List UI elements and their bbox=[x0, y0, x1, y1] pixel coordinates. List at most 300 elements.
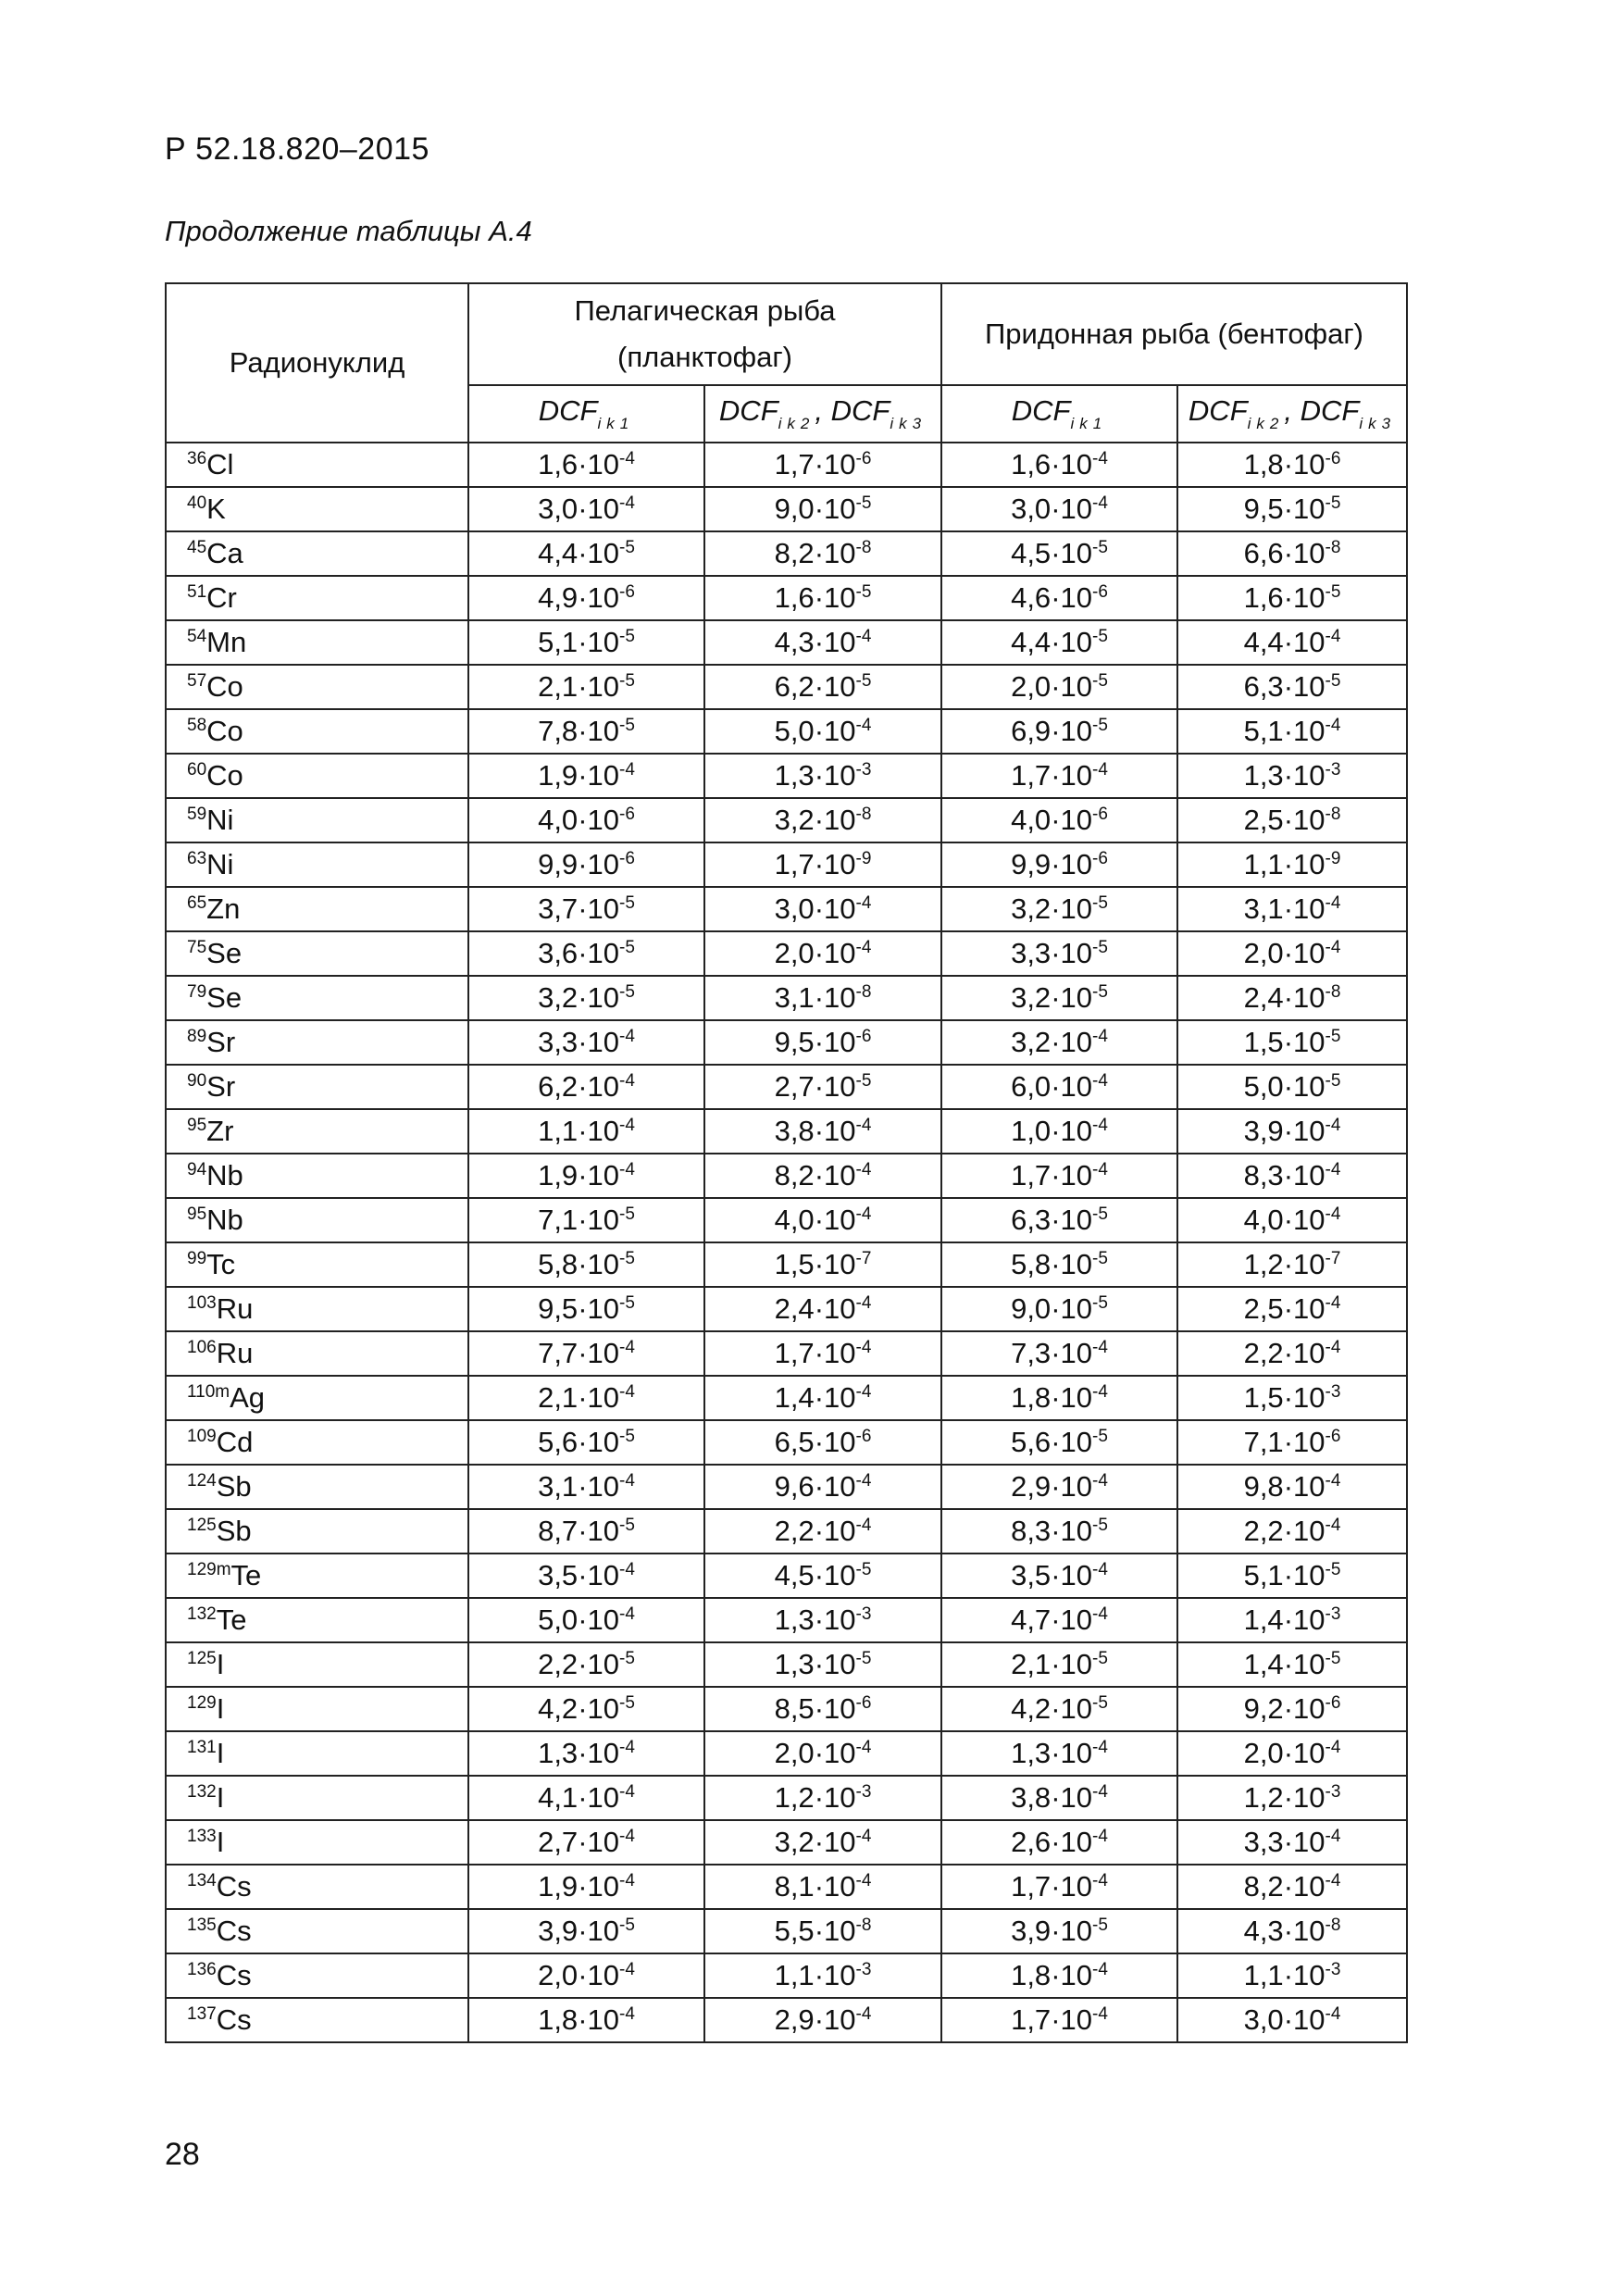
mantissa: 3,3 bbox=[538, 1026, 579, 1058]
exponent: -4 bbox=[1325, 1204, 1341, 1224]
mantissa: 1,2 bbox=[774, 1781, 815, 1814]
mantissa: 4,7 bbox=[1011, 1603, 1052, 1636]
mass-number: 134 bbox=[187, 1871, 217, 1890]
exponent: -6 bbox=[1325, 449, 1341, 468]
table-row bbox=[166, 1198, 1407, 1242]
value-cell: $3,1\cdot 10^{-4}$ bbox=[468, 1465, 704, 1509]
mantissa: 5,8 bbox=[1011, 1248, 1052, 1280]
mantissa: 8,7 bbox=[538, 1515, 579, 1547]
mantissa: 8,2 bbox=[1243, 1870, 1284, 1903]
exponent: -6 bbox=[619, 805, 635, 824]
element-symbol: Cs bbox=[216, 2003, 252, 2036]
value-cell: $4,2\cdot 10^{-5}$ bbox=[941, 1687, 1177, 1731]
exponent: -5 bbox=[619, 1204, 635, 1224]
value-cell: $1,1\cdot 10^{-3}$ bbox=[704, 1953, 941, 1998]
value-cell: $3,0\cdot 10^{-4}$ bbox=[1177, 1998, 1407, 2042]
exponent: -4 bbox=[1092, 1782, 1108, 1802]
value-cell: $4,0\cdot 10^{-6}$ bbox=[941, 798, 1177, 842]
mantissa: 3,2 bbox=[1011, 892, 1052, 925]
value-cell: $9,6\cdot 10^{-4}$ bbox=[704, 1465, 941, 1509]
mantissa: 1,7 bbox=[774, 448, 815, 480]
exponent: -4 bbox=[855, 2004, 872, 2024]
mantissa: 6,3 bbox=[1243, 670, 1284, 703]
exponent: -8 bbox=[1325, 538, 1341, 557]
exponent: -4 bbox=[1325, 1116, 1341, 1135]
mantissa: 1,9 bbox=[538, 1870, 579, 1903]
value-cell: $2,2\cdot 10^{-4}$ bbox=[1177, 1509, 1407, 1554]
exponent: -5 bbox=[619, 1427, 635, 1446]
table-row bbox=[166, 709, 1407, 754]
nuclide-cell bbox=[166, 754, 468, 798]
mantissa: 1,9 bbox=[538, 1159, 579, 1192]
value-cell: $3,2\cdot 10^{-5}$ bbox=[468, 976, 704, 1020]
nuclide-cell bbox=[166, 1198, 468, 1242]
exponent: -5 bbox=[619, 1249, 635, 1268]
value-cell: $2,2\cdot 10^{-4}$ bbox=[1177, 1331, 1407, 1376]
exponent: -6 bbox=[1325, 1693, 1341, 1713]
table-row bbox=[166, 531, 1407, 576]
value-cell: $9,5\cdot 10^{-5}$ bbox=[1177, 487, 1407, 531]
nuclide-cell bbox=[166, 1509, 468, 1554]
value-cell: $1,3\cdot 10^{-3}$ bbox=[704, 1598, 941, 1642]
mass-number: 79 bbox=[187, 982, 207, 1002]
mass-number: 45 bbox=[187, 538, 207, 557]
mass-number: 106 bbox=[187, 1338, 217, 1357]
exponent: -4 bbox=[1092, 493, 1108, 513]
value-cell: $4,1\cdot 10^{-4}$ bbox=[468, 1776, 704, 1820]
exponent: -4 bbox=[619, 1116, 635, 1135]
mantissa: 2,4 bbox=[1243, 981, 1284, 1014]
exponent: -4 bbox=[855, 938, 872, 957]
mantissa: 8,3 bbox=[1011, 1515, 1052, 1547]
value-cell: $1,7\cdot 10^{-4}$ bbox=[941, 1865, 1177, 1909]
exponent: -5 bbox=[1092, 627, 1108, 646]
value-cell: $2,4\cdot 10^{-4}$ bbox=[704, 1287, 941, 1331]
element-symbol: Cl bbox=[206, 448, 234, 480]
value-cell: $6,5\cdot 10^{-6}$ bbox=[704, 1420, 941, 1465]
element-symbol: Co bbox=[206, 759, 243, 792]
mantissa: 1,3 bbox=[774, 759, 815, 792]
document-code: Р 52.18.820–2015 bbox=[165, 131, 429, 167]
value-cell: $3,1\cdot 10^{-8}$ bbox=[704, 976, 941, 1020]
exponent: -8 bbox=[855, 982, 872, 1002]
value-cell: $4,5\cdot 10^{-5}$ bbox=[704, 1554, 941, 1598]
exponent: -5 bbox=[619, 1915, 635, 1935]
mantissa: 4,0 bbox=[1011, 804, 1052, 836]
exponent: -4 bbox=[1325, 938, 1341, 957]
element-symbol: I bbox=[216, 1648, 225, 1680]
nuclide-cell bbox=[166, 976, 468, 1020]
exponent: -6 bbox=[855, 449, 872, 468]
mass-number: 63 bbox=[187, 849, 207, 868]
table-row bbox=[166, 665, 1407, 709]
mass-number: 129 bbox=[187, 1693, 217, 1713]
value-cell: $1,7\cdot 10^{-4}$ bbox=[941, 754, 1177, 798]
value-cell: $9,5\cdot 10^{-5}$ bbox=[468, 1287, 704, 1331]
mantissa: 1,1 bbox=[1243, 848, 1284, 880]
dcf-index: ik2 bbox=[1247, 415, 1285, 432]
mantissa: 7,8 bbox=[538, 715, 579, 747]
mantissa: 3,9 bbox=[1243, 1115, 1284, 1147]
mantissa: 1,7 bbox=[1011, 1159, 1052, 1192]
exponent: -4 bbox=[1092, 760, 1108, 780]
exponent: -5 bbox=[1092, 1915, 1108, 1935]
nuclide-cell bbox=[166, 620, 468, 665]
exponent: -4 bbox=[619, 449, 635, 468]
value-cell: $2,0\cdot 10^{-4}$ bbox=[468, 1953, 704, 1998]
exponent: -4 bbox=[1092, 1071, 1108, 1091]
exponent: -5 bbox=[619, 982, 635, 1002]
element-symbol: Te bbox=[216, 1603, 247, 1636]
mantissa: 8,2 bbox=[774, 537, 815, 569]
exponent: -6 bbox=[1092, 805, 1108, 824]
mantissa: 2,4 bbox=[774, 1292, 815, 1325]
exponent: -3 bbox=[855, 760, 872, 780]
value-cell: $5,0\cdot 10^{-4}$ bbox=[468, 1598, 704, 1642]
exponent: -5 bbox=[619, 538, 635, 557]
exponent: -5 bbox=[1092, 938, 1108, 957]
table-row bbox=[166, 1909, 1407, 1953]
exponent: -4 bbox=[855, 893, 872, 913]
value-cell: $1,9\cdot 10^{-4}$ bbox=[468, 1865, 704, 1909]
sub-header-dcf: $DCF_{ik2}$, $DCF_{ik3}$ bbox=[1177, 385, 1407, 443]
exponent: -5 bbox=[1325, 1071, 1341, 1091]
exponent: -4 bbox=[855, 627, 872, 646]
exponent: -4 bbox=[1092, 1604, 1108, 1624]
mantissa: 2,9 bbox=[774, 2003, 815, 2036]
exponent: -4 bbox=[1092, 1827, 1108, 1846]
mantissa: 2,1 bbox=[538, 1381, 579, 1414]
mantissa: 1,2 bbox=[1243, 1248, 1284, 1280]
mantissa: 3,0 bbox=[774, 892, 815, 925]
mantissa: 1,6 bbox=[774, 581, 815, 614]
value-cell: $1,4\cdot 10^{-5}$ bbox=[1177, 1642, 1407, 1687]
mantissa: 5,8 bbox=[538, 1248, 579, 1280]
mantissa: 5,0 bbox=[538, 1603, 579, 1636]
exponent: -4 bbox=[619, 1604, 635, 1624]
mantissa: 6,3 bbox=[1011, 1204, 1052, 1236]
mantissa: 1,7 bbox=[1011, 2003, 1052, 2036]
value-cell: $2,7\cdot 10^{-4}$ bbox=[468, 1820, 704, 1865]
table-row bbox=[166, 1998, 1407, 2042]
exponent: -7 bbox=[1325, 1249, 1341, 1268]
table-row bbox=[166, 1865, 1407, 1909]
value-cell: $5,0\cdot 10^{-4}$ bbox=[704, 709, 941, 754]
element-symbol: Tc bbox=[206, 1248, 236, 1280]
element-symbol: Co bbox=[206, 715, 243, 747]
value-cell: $4,0\cdot 10^{-6}$ bbox=[468, 798, 704, 842]
exponent: -6 bbox=[1325, 1427, 1341, 1446]
mantissa: 3,9 bbox=[538, 1915, 579, 1947]
exponent: -5 bbox=[855, 671, 872, 691]
sub-header-dcf bbox=[468, 385, 704, 443]
nuclide-cell bbox=[166, 931, 468, 976]
exponent: -4 bbox=[619, 1071, 635, 1091]
mass-number: 131 bbox=[187, 1738, 217, 1757]
value-cell: $8,7\cdot 10^{-5}$ bbox=[468, 1509, 704, 1554]
mass-number: 103 bbox=[187, 1293, 217, 1313]
exponent: -3 bbox=[1325, 1960, 1341, 1979]
value-cell: $2,6\cdot 10^{-4}$ bbox=[941, 1820, 1177, 1865]
mass-number: 99 bbox=[187, 1249, 207, 1268]
value-cell: $6,3\cdot 10^{-5}$ bbox=[941, 1198, 1177, 1242]
value-cell: $1,8\cdot 10^{-6}$ bbox=[1177, 443, 1407, 487]
mantissa: 1,1 bbox=[1243, 1959, 1284, 1991]
exponent: -4 bbox=[855, 1471, 872, 1491]
value-cell: $8,5\cdot 10^{-6}$ bbox=[704, 1687, 941, 1731]
element-symbol: Nb bbox=[206, 1159, 243, 1192]
value-cell: $1,9\cdot 10^{-4}$ bbox=[468, 1154, 704, 1198]
exponent: -5 bbox=[619, 893, 635, 913]
exponent: -4 bbox=[1092, 1382, 1108, 1402]
exponent: -4 bbox=[1325, 2004, 1341, 2024]
exponent: -5 bbox=[1325, 493, 1341, 513]
dcf-index: ik1 bbox=[1070, 415, 1108, 432]
exponent: -5 bbox=[619, 1293, 635, 1313]
element-symbol: Ag bbox=[230, 1381, 266, 1414]
mantissa: 7,1 bbox=[538, 1204, 579, 1236]
mantissa: 5,1 bbox=[1243, 1559, 1284, 1591]
mantissa: 1,9 bbox=[538, 759, 579, 792]
sub-header-dcf: $DCF_{ik2}$, $DCF_{ik3}$ bbox=[704, 385, 941, 443]
element-symbol: Zr bbox=[206, 1115, 234, 1147]
value-cell: $1,1\cdot 10^{-4}$ bbox=[468, 1109, 704, 1154]
exponent: -5 bbox=[855, 582, 872, 602]
value-cell: $3,5\cdot 10^{-4}$ bbox=[468, 1554, 704, 1598]
value-cell: $8,2\cdot 10^{-8}$ bbox=[704, 531, 941, 576]
mantissa: 9,0 bbox=[774, 493, 815, 525]
value-cell: $7,1\cdot 10^{-5}$ bbox=[468, 1198, 704, 1242]
exponent: -3 bbox=[1325, 1604, 1341, 1624]
dcf-index: ik3 bbox=[1359, 415, 1397, 432]
value-cell: $2,1\cdot 10^{-4}$ bbox=[468, 1376, 704, 1420]
mantissa: 1,3 bbox=[1011, 1737, 1052, 1769]
mass-number: 125 bbox=[187, 1649, 217, 1668]
value-cell: $8,3\cdot 10^{-4}$ bbox=[1177, 1154, 1407, 1198]
mantissa: 4,5 bbox=[1011, 537, 1052, 569]
mantissa: 3,9 bbox=[1011, 1915, 1052, 1947]
mantissa: 9,8 bbox=[1243, 1470, 1284, 1503]
value-cell: $1,3\cdot 10^{-4}$ bbox=[941, 1731, 1177, 1776]
mantissa: 1,1 bbox=[538, 1115, 579, 1147]
mantissa: 3,2 bbox=[538, 981, 579, 1014]
exponent: -4 bbox=[619, 760, 635, 780]
table-row bbox=[166, 1020, 1407, 1065]
value-cell: $1,7\cdot 10^{-6}$ bbox=[704, 443, 941, 487]
exponent: -8 bbox=[855, 538, 872, 557]
element-symbol: Se bbox=[206, 981, 243, 1014]
value-cell: $6,0\cdot 10^{-4}$ bbox=[941, 1065, 1177, 1109]
value-cell: $5,1\cdot 10^{-5}$ bbox=[1177, 1554, 1407, 1598]
mantissa: 5,1 bbox=[1243, 715, 1284, 747]
nuclide-cell bbox=[166, 576, 468, 620]
mantissa: 2,9 bbox=[1011, 1470, 1052, 1503]
table-row bbox=[166, 1642, 1407, 1687]
element-symbol: Ru bbox=[216, 1337, 254, 1369]
nuclide-cell bbox=[166, 1020, 468, 1065]
element-symbol: I bbox=[216, 1781, 225, 1814]
value-cell: $1,2\cdot 10^{-3}$ bbox=[704, 1776, 941, 1820]
exponent: -5 bbox=[1092, 671, 1108, 691]
value-cell: $1,6\cdot 10^{-5}$ bbox=[1177, 576, 1407, 620]
value-cell: $3,5\cdot 10^{-4}$ bbox=[941, 1554, 1177, 1598]
exponent: -5 bbox=[855, 493, 872, 513]
value-cell: $5,1\cdot 10^{-5}$ bbox=[468, 620, 704, 665]
exponent: -4 bbox=[1325, 1871, 1341, 1890]
exponent: -3 bbox=[1325, 1782, 1341, 1802]
mantissa: 4,9 bbox=[538, 581, 579, 614]
mantissa: 1,0 bbox=[1011, 1115, 1052, 1147]
exponent: -4 bbox=[1325, 893, 1341, 913]
value-cell: $4,3\cdot 10^{-4}$ bbox=[704, 620, 941, 665]
table-row bbox=[166, 1687, 1407, 1731]
value-cell: $3,8\cdot 10^{-4}$ bbox=[704, 1109, 941, 1154]
value-cell: $9,0\cdot 10^{-5}$ bbox=[941, 1287, 1177, 1331]
value-cell: $7,1\cdot 10^{-6}$ bbox=[1177, 1420, 1407, 1465]
exponent: -4 bbox=[1092, 1471, 1108, 1491]
exponent: -8 bbox=[1325, 1915, 1341, 1935]
mantissa: 5,5 bbox=[774, 1915, 815, 1947]
exponent: -3 bbox=[1325, 1382, 1341, 1402]
nuclide-cell bbox=[166, 1731, 468, 1776]
element-symbol: Ru bbox=[216, 1292, 254, 1325]
mass-number: 51 bbox=[187, 582, 207, 602]
value-cell: $6,6\cdot 10^{-8}$ bbox=[1177, 531, 1407, 576]
mantissa: 3,1 bbox=[774, 981, 815, 1014]
value-cell: $1,7\cdot 10^{-4}$ bbox=[941, 1998, 1177, 2042]
dcf-symbol: DCF bbox=[1188, 394, 1248, 427]
exponent: -4 bbox=[1092, 449, 1108, 468]
mantissa: 2,2 bbox=[1243, 1337, 1284, 1369]
value-cell: $2,4\cdot 10^{-8}$ bbox=[1177, 976, 1407, 1020]
mantissa: 6,9 bbox=[1011, 715, 1052, 747]
value-cell: $3,3\cdot 10^{-5}$ bbox=[941, 931, 1177, 976]
exponent: -5 bbox=[619, 671, 635, 691]
mantissa: 8,3 bbox=[1243, 1159, 1284, 1192]
mantissa: 8,5 bbox=[774, 1692, 815, 1725]
table-row bbox=[166, 1731, 1407, 1776]
mass-number: 89 bbox=[187, 1027, 207, 1046]
exponent: -6 bbox=[1092, 582, 1108, 602]
nuclide-cell bbox=[166, 1109, 468, 1154]
nuclide-cell bbox=[166, 798, 468, 842]
value-cell: $4,4\cdot 10^{-5}$ bbox=[468, 531, 704, 576]
mass-number: 109 bbox=[187, 1427, 217, 1446]
mantissa: 1,3 bbox=[538, 1737, 579, 1769]
mantissa: 1,6 bbox=[538, 448, 579, 480]
value-cell: $4,9\cdot 10^{-6}$ bbox=[468, 576, 704, 620]
mantissa: 7,1 bbox=[1243, 1426, 1284, 1458]
mass-number: 136 bbox=[187, 1960, 217, 1979]
exponent: -4 bbox=[1325, 1827, 1341, 1846]
mass-number: 137 bbox=[187, 2004, 217, 2024]
nuclide-cell bbox=[166, 1376, 468, 1420]
exponent: -4 bbox=[1092, 1960, 1108, 1979]
value-cell: $9,2\cdot 10^{-6}$ bbox=[1177, 1687, 1407, 1731]
header-pelagic-line2: (планктофаг) bbox=[617, 341, 792, 373]
value-cell: $3,3\cdot 10^{-4}$ bbox=[468, 1020, 704, 1065]
mantissa: 4,0 bbox=[1243, 1204, 1284, 1236]
value-cell: $9,5\cdot 10^{-6}$ bbox=[704, 1020, 941, 1065]
table-caption: Продолжение таблицы А.4 bbox=[165, 215, 532, 247]
value-cell: $1,4\cdot 10^{-3}$ bbox=[1177, 1598, 1407, 1642]
mantissa: 1,1 bbox=[774, 1959, 815, 1991]
exponent: -4 bbox=[1092, 1871, 1108, 1890]
mantissa: 9,5 bbox=[774, 1026, 815, 1058]
value-cell: $8,2\cdot 10^{-4}$ bbox=[1177, 1865, 1407, 1909]
exponent: -5 bbox=[619, 1649, 635, 1668]
mantissa: 9,9 bbox=[1011, 848, 1052, 880]
mantissa: 1,6 bbox=[1011, 448, 1052, 480]
value-cell: $3,2\cdot 10^{-5}$ bbox=[941, 887, 1177, 931]
exponent: -4 bbox=[1325, 1293, 1341, 1313]
mantissa: 1,3 bbox=[774, 1603, 815, 1636]
page-number: 28 bbox=[165, 2137, 200, 2172]
mantissa: 3,2 bbox=[774, 804, 815, 836]
mantissa: 7,7 bbox=[538, 1337, 579, 1369]
table-row bbox=[166, 576, 1407, 620]
nuclide-cell bbox=[166, 1331, 468, 1376]
mantissa: 4,5 bbox=[774, 1559, 815, 1591]
nuclide-cell bbox=[166, 1154, 468, 1198]
mantissa: 3,7 bbox=[538, 892, 579, 925]
value-cell: $2,0\cdot 10^{-4}$ bbox=[704, 931, 941, 976]
value-cell: $1,5\cdot 10^{-3}$ bbox=[1177, 1376, 1407, 1420]
exponent: -5 bbox=[1092, 982, 1108, 1002]
mantissa: 2,1 bbox=[538, 670, 579, 703]
value-cell: $3,9\cdot 10^{-4}$ bbox=[1177, 1109, 1407, 1154]
nuclide-cell bbox=[166, 1242, 468, 1287]
mass-number: 95 bbox=[187, 1204, 207, 1224]
exponent: -4 bbox=[1092, 1116, 1108, 1135]
exponent: -4 bbox=[619, 493, 635, 513]
mass-number: 75 bbox=[187, 938, 207, 957]
nuclide-cell bbox=[166, 1998, 468, 2042]
element-symbol: Cr bbox=[206, 581, 237, 614]
value-cell: $9,8\cdot 10^{-4}$ bbox=[1177, 1465, 1407, 1509]
table-row bbox=[166, 976, 1407, 1020]
mass-number: 36 bbox=[187, 449, 207, 468]
nuclide-cell bbox=[166, 1642, 468, 1687]
value-cell: $6,2\cdot 10^{-5}$ bbox=[704, 665, 941, 709]
element-symbol: Mn bbox=[206, 626, 247, 658]
value-cell: $1,7\cdot 10^{-4}$ bbox=[941, 1154, 1177, 1198]
mantissa: 1,4 bbox=[774, 1381, 815, 1414]
mantissa: 6,2 bbox=[774, 670, 815, 703]
value-cell: $7,7\cdot 10^{-4}$ bbox=[468, 1331, 704, 1376]
exponent: -5 bbox=[619, 1693, 635, 1713]
table-row bbox=[166, 754, 1407, 798]
exponent: -4 bbox=[1325, 716, 1341, 735]
value-cell: $1,1\cdot 10^{-9}$ bbox=[1177, 842, 1407, 887]
value-cell: $1,8\cdot 10^{-4}$ bbox=[941, 1376, 1177, 1420]
value-cell: $1,6\cdot 10^{-5}$ bbox=[704, 576, 941, 620]
mantissa: 9,5 bbox=[1243, 493, 1284, 525]
mantissa: 5,6 bbox=[1011, 1426, 1052, 1458]
value-cell: $3,2\cdot 10^{-5}$ bbox=[941, 976, 1177, 1020]
value-cell: $2,9\cdot 10^{-4}$ bbox=[941, 1465, 1177, 1509]
nuclide-cell bbox=[166, 665, 468, 709]
nuclide-cell bbox=[166, 1909, 468, 1953]
mantissa: 2,5 bbox=[1243, 1292, 1284, 1325]
mantissa: 2,0 bbox=[774, 1737, 815, 1769]
exponent: -3 bbox=[855, 1782, 872, 1802]
mantissa: 2,0 bbox=[1243, 1737, 1284, 1769]
mantissa: 3,0 bbox=[1243, 2003, 1284, 2036]
element-symbol: Ca bbox=[206, 537, 243, 569]
nuclide-cell bbox=[166, 1953, 468, 1998]
value-cell: $5,8\cdot 10^{-5}$ bbox=[941, 1242, 1177, 1287]
